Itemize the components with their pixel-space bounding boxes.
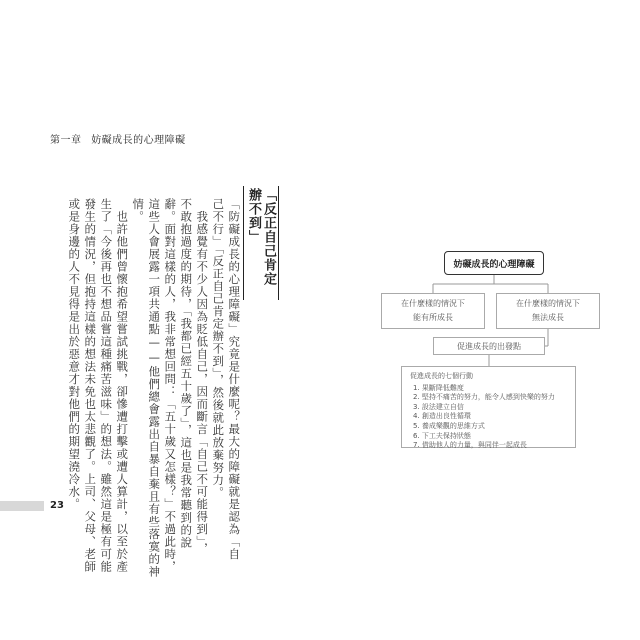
body-column-5: 這些人會展露一項共通點——他們總會露出自暴自棄且有些落寞的神: [147, 198, 162, 578]
body-column-7: 也許他們曾懷抱希望嘗試挑戰，卻慘遭打擊或遭人算計，以至於產: [115, 198, 130, 573]
flow-diagram: [370, 250, 610, 460]
action-item-5: 5. 養成樂觀的思維方式: [413, 421, 485, 430]
chapter-header: [50, 131, 186, 146]
body-column-3: 不敢抱過度的期待，「我都已經五十歲了」，這也是我常聽到的說: [179, 198, 194, 549]
action-item-6: 6. 下工夫保持狀態: [413, 431, 471, 440]
action-list-box: [401, 366, 576, 448]
body-column-1: 己不行」「反正自己肯定辦不到」，然後就此放棄努力。: [211, 198, 226, 499]
diagram-title-box: 妨礙成長的心理障礙: [444, 251, 544, 275]
starting-point-box: 促進成長的出發點: [433, 337, 545, 355]
action-item-7: 7. 借助他人的力量，與同伴一起成長: [413, 441, 527, 450]
chapter-number: 第一章: [50, 135, 82, 146]
left-option-line-2: 能有所成長: [413, 313, 453, 322]
right-option-line-1: 在什麼樣的情況下: [516, 299, 580, 308]
chapter-title: 妨礙成長的心理障礙: [91, 135, 186, 146]
footer-bar: [0, 501, 44, 511]
action-item-1: 1. 果斷降低難度: [413, 383, 464, 392]
left-option-line-1: 在什麼樣的情況下: [401, 299, 465, 308]
body-column-9: 發生的情況，但抱持這樣的想法未免也太悲觀了。上司、父母、老師: [83, 198, 98, 573]
body-column-10: 或是身邊的人不見得是出於惡意才對他們的期望澆冷水。: [67, 198, 82, 511]
action-item-4: 4. 創造出良性循環: [413, 412, 471, 421]
action-item-2: 2. 堅持不痛苦的努力，能令人感到快樂的努力: [413, 393, 555, 402]
body-column-0: 「防礙成長的心理障礙」究竟是什麼呢？最大的障礙就是認為「自: [227, 198, 242, 561]
page-number: 23: [50, 500, 64, 511]
body-column-4: 辭。面對這樣的人，我非常想回問：「五十歲又怎樣？」不過此時，: [163, 198, 178, 573]
body-column-6: 情。: [131, 198, 146, 223]
section-title: 「反正自己肯定辦不到」: [243, 186, 279, 300]
action-item-3: 3. 設法建立自信: [413, 402, 464, 411]
body-column-2: 我感覺有不少人因為貶低自己，因而斷言「自己不可能得到」，: [195, 198, 210, 555]
body-column-8: 生了「今後再也不想品嘗這種痛苦滋味」的想法。雖然這是極有可能: [99, 198, 114, 573]
left-option-box: [381, 293, 485, 329]
right-option-box: [496, 293, 600, 329]
action-list-heading: 促進成長的七個行動: [410, 372, 473, 380]
right-option-line-2: 無法成長: [532, 313, 564, 322]
